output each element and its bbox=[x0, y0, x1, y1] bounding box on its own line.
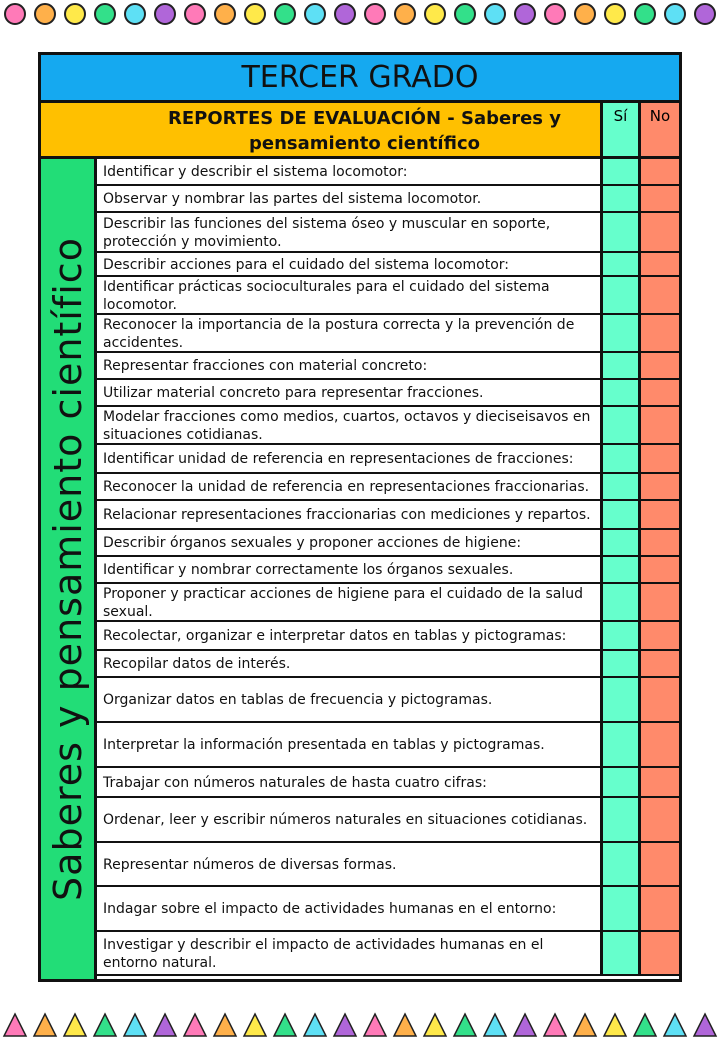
dot-decoration bbox=[244, 3, 266, 25]
evaluation-sheet bbox=[38, 52, 682, 982]
criterion-text: Trabajar con números naturales de hasta cuatro cifras: bbox=[97, 768, 603, 796]
table-row bbox=[97, 843, 679, 887]
triangle-decoration bbox=[92, 1012, 118, 1038]
yes-checkbox-cell[interactable] bbox=[603, 557, 641, 582]
table-row bbox=[97, 277, 679, 315]
criterion-text: Ordenar, leer y escribir números naturales en situaciones cotidianas. bbox=[97, 798, 603, 841]
yes-checkbox-cell[interactable] bbox=[603, 723, 641, 766]
criterion-text: Recolectar, organizar e interpretar datos en tablas y pictogramas: bbox=[97, 622, 603, 649]
no-checkbox-cell[interactable] bbox=[641, 622, 679, 649]
no-checkbox-cell[interactable] bbox=[641, 887, 679, 930]
table-row bbox=[97, 407, 679, 445]
no-checkbox-cell[interactable] bbox=[641, 530, 679, 555]
triangle-decoration bbox=[392, 1012, 418, 1038]
table-row bbox=[97, 501, 679, 530]
yes-checkbox-cell[interactable] bbox=[603, 277, 641, 313]
triangle-decoration bbox=[122, 1012, 148, 1038]
dot-decoration bbox=[214, 3, 236, 25]
yes-checkbox-cell[interactable] bbox=[603, 380, 641, 405]
criterion-text: Relacionar representaciones fraccionarias con mediciones y repartos. bbox=[97, 501, 603, 528]
criterion-text: Identificar prácticas socioculturales para el cuidado del sistema locomotor. bbox=[97, 277, 603, 313]
bottom-triangle-border bbox=[0, 1008, 720, 1040]
triangle-decoration bbox=[152, 1012, 178, 1038]
yes-checkbox-cell[interactable] bbox=[603, 678, 641, 721]
yes-checkbox-cell[interactable] bbox=[603, 159, 641, 184]
yes-checkbox-cell[interactable] bbox=[603, 213, 641, 251]
yes-checkbox-cell[interactable] bbox=[603, 798, 641, 841]
criterion-text: Recopilar datos de interés. bbox=[97, 651, 603, 676]
dot-decoration bbox=[454, 3, 476, 25]
table-row bbox=[97, 768, 679, 798]
no-checkbox-cell[interactable] bbox=[641, 213, 679, 251]
dot-decoration bbox=[184, 3, 206, 25]
no-checkbox-cell[interactable] bbox=[641, 474, 679, 499]
dot-decoration bbox=[544, 3, 566, 25]
triangle-decoration bbox=[332, 1012, 358, 1038]
table-row bbox=[97, 887, 679, 932]
triangle-decoration bbox=[482, 1012, 508, 1038]
dot-decoration bbox=[394, 3, 416, 25]
no-checkbox-cell[interactable] bbox=[641, 651, 679, 676]
yes-checkbox-cell[interactable] bbox=[603, 315, 641, 351]
criterion-text: Utilizar material concreto para representar fracciones. bbox=[97, 380, 603, 405]
dot-decoration bbox=[124, 3, 146, 25]
triangle-decoration bbox=[182, 1012, 208, 1038]
yes-checkbox-cell[interactable] bbox=[603, 651, 641, 676]
triangle-decoration bbox=[632, 1012, 658, 1038]
no-checkbox-cell[interactable] bbox=[641, 501, 679, 528]
criterion-text: Organizar datos en tablas de frecuencia y pictogramas. bbox=[97, 678, 603, 721]
criterion-text: Observar y nombrar las partes del sistema locomotor. bbox=[97, 186, 603, 211]
yes-checkbox-cell[interactable] bbox=[603, 584, 641, 620]
criterion-text: Identificar y describir el sistema locomotor: bbox=[97, 159, 603, 184]
triangle-decoration bbox=[692, 1012, 718, 1038]
triangle-decoration bbox=[32, 1012, 58, 1038]
table-row bbox=[97, 932, 679, 976]
triangle-decoration bbox=[452, 1012, 478, 1038]
dot-decoration bbox=[664, 3, 686, 25]
dot-decoration bbox=[64, 3, 86, 25]
dot-decoration bbox=[694, 3, 716, 25]
table-row bbox=[97, 213, 679, 253]
triangle-decoration bbox=[302, 1012, 328, 1038]
dot-decoration bbox=[34, 3, 56, 25]
yes-column-header: Sí bbox=[603, 103, 641, 159]
triangle-decoration bbox=[62, 1012, 88, 1038]
yes-checkbox-cell[interactable] bbox=[603, 353, 641, 378]
no-checkbox-cell[interactable] bbox=[641, 253, 679, 275]
yes-checkbox-cell[interactable] bbox=[603, 474, 641, 499]
triangle-decoration bbox=[362, 1012, 388, 1038]
no-column-header: No bbox=[641, 103, 679, 159]
table-row bbox=[97, 622, 679, 651]
triangle-decoration bbox=[512, 1012, 538, 1038]
criterion-text: Reconocer la importancia de la postura correcta y la prevención de accidentes. bbox=[97, 315, 603, 351]
table-row bbox=[97, 253, 679, 277]
triangle-decoration bbox=[2, 1012, 28, 1038]
dot-decoration bbox=[514, 3, 536, 25]
triangle-decoration bbox=[662, 1012, 688, 1038]
yes-checkbox-cell[interactable] bbox=[603, 501, 641, 528]
criterion-text: Indagar sobre el impacto de actividades humanas en el entorno: bbox=[97, 887, 603, 930]
triangle-decoration bbox=[602, 1012, 628, 1038]
criterion-text: Representar números de diversas formas. bbox=[97, 843, 603, 885]
yes-checkbox-cell[interactable] bbox=[603, 186, 641, 211]
dot-decoration bbox=[424, 3, 446, 25]
table-row bbox=[97, 445, 679, 474]
table-row bbox=[97, 651, 679, 678]
triangle-decoration bbox=[242, 1012, 268, 1038]
criterion-text: Interpretar la información presentada en tablas y pictogramas. bbox=[97, 723, 603, 766]
table-row bbox=[97, 557, 679, 584]
dot-decoration bbox=[364, 3, 386, 25]
criterion-text: Representar fracciones con material concreto: bbox=[97, 353, 603, 378]
triangle-decoration bbox=[212, 1012, 238, 1038]
no-checkbox-cell[interactable] bbox=[641, 932, 679, 974]
dot-decoration bbox=[304, 3, 326, 25]
no-checkbox-cell[interactable] bbox=[641, 315, 679, 351]
triangle-decoration bbox=[422, 1012, 448, 1038]
table-row bbox=[97, 530, 679, 557]
no-checkbox-cell[interactable] bbox=[641, 380, 679, 405]
table-row bbox=[97, 380, 679, 407]
top-dot-border bbox=[0, 0, 720, 30]
table-row bbox=[97, 186, 679, 213]
table-row bbox=[97, 723, 679, 768]
report-subtitle: REPORTES DE EVALUACIÓN - Saberes y pensamiento científico bbox=[41, 103, 603, 159]
table-row bbox=[97, 798, 679, 843]
no-checkbox-cell[interactable] bbox=[641, 186, 679, 211]
no-checkbox-cell[interactable] bbox=[641, 768, 679, 796]
no-checkbox-cell[interactable] bbox=[641, 353, 679, 378]
triangle-decoration bbox=[542, 1012, 568, 1038]
dot-decoration bbox=[154, 3, 176, 25]
no-checkbox-cell[interactable] bbox=[641, 723, 679, 766]
yes-checkbox-cell[interactable] bbox=[603, 622, 641, 649]
side-label: Saberes y pensamiento científico bbox=[45, 237, 90, 901]
no-checkbox-cell[interactable] bbox=[641, 407, 679, 443]
watermark-text: WWW.IMAGENESEDUCATIVAS.COM bbox=[9, 358, 25, 657]
page-title: TERCER GRADO bbox=[41, 55, 679, 103]
criterion-text: Describir las funciones del sistema óseo y muscular en soporte, protección y movimiento. bbox=[97, 213, 603, 251]
yes-checkbox-cell[interactable] bbox=[603, 530, 641, 555]
yes-checkbox-cell[interactable] bbox=[603, 768, 641, 796]
triangle-decoration bbox=[572, 1012, 598, 1038]
criterion-text: Proponer y practicar acciones de higiene para el cuidado de la salud sexual. bbox=[97, 584, 603, 620]
no-checkbox-cell[interactable] bbox=[641, 277, 679, 313]
dot-decoration bbox=[484, 3, 506, 25]
criterion-text: Reconocer la unidad de referencia en representaciones fraccionarias. bbox=[97, 474, 603, 499]
yes-checkbox-cell[interactable] bbox=[603, 253, 641, 275]
dot-decoration bbox=[4, 3, 26, 25]
criterion-text: Describir órganos sexuales y proponer acciones de higiene: bbox=[97, 530, 603, 555]
criterion-text: Investigar y describir el impacto de actividades humanas en el entorno natural. bbox=[97, 932, 603, 974]
table-row bbox=[97, 678, 679, 723]
table-row bbox=[97, 315, 679, 353]
dot-decoration bbox=[274, 3, 296, 25]
dot-decoration bbox=[604, 3, 626, 25]
criterion-text: Identificar y nombrar correctamente los órganos sexuales. bbox=[97, 557, 603, 582]
table-row bbox=[97, 353, 679, 380]
no-checkbox-cell[interactable] bbox=[641, 584, 679, 620]
no-checkbox-cell[interactable] bbox=[641, 843, 679, 885]
criterion-text: Identificar unidad de referencia en representaciones de fracciones: bbox=[97, 445, 603, 472]
no-checkbox-cell[interactable] bbox=[641, 678, 679, 721]
yes-checkbox-cell[interactable] bbox=[603, 932, 641, 974]
no-checkbox-cell[interactable] bbox=[641, 557, 679, 582]
yes-checkbox-cell[interactable] bbox=[603, 843, 641, 885]
table-row bbox=[97, 159, 679, 186]
yes-checkbox-cell[interactable] bbox=[603, 407, 641, 443]
dot-decoration bbox=[634, 3, 656, 25]
dot-decoration bbox=[334, 3, 356, 25]
dot-decoration bbox=[574, 3, 596, 25]
no-checkbox-cell[interactable] bbox=[641, 159, 679, 184]
no-checkbox-cell[interactable] bbox=[641, 798, 679, 841]
dot-decoration bbox=[94, 3, 116, 25]
criterion-text: Describir acciones para el cuidado del sistema locomotor: bbox=[97, 253, 603, 275]
watermark bbox=[6, 350, 28, 665]
yes-checkbox-cell[interactable] bbox=[603, 887, 641, 930]
criterion-text: Modelar fracciones como medios, cuartos, octavos y dieciseisavos en situaciones cotidianas. bbox=[97, 407, 603, 443]
side-label-band bbox=[41, 159, 97, 979]
table-row bbox=[97, 584, 679, 622]
triangle-decoration bbox=[272, 1012, 298, 1038]
yes-checkbox-cell[interactable] bbox=[603, 445, 641, 472]
no-checkbox-cell[interactable] bbox=[641, 445, 679, 472]
table-row bbox=[97, 474, 679, 501]
